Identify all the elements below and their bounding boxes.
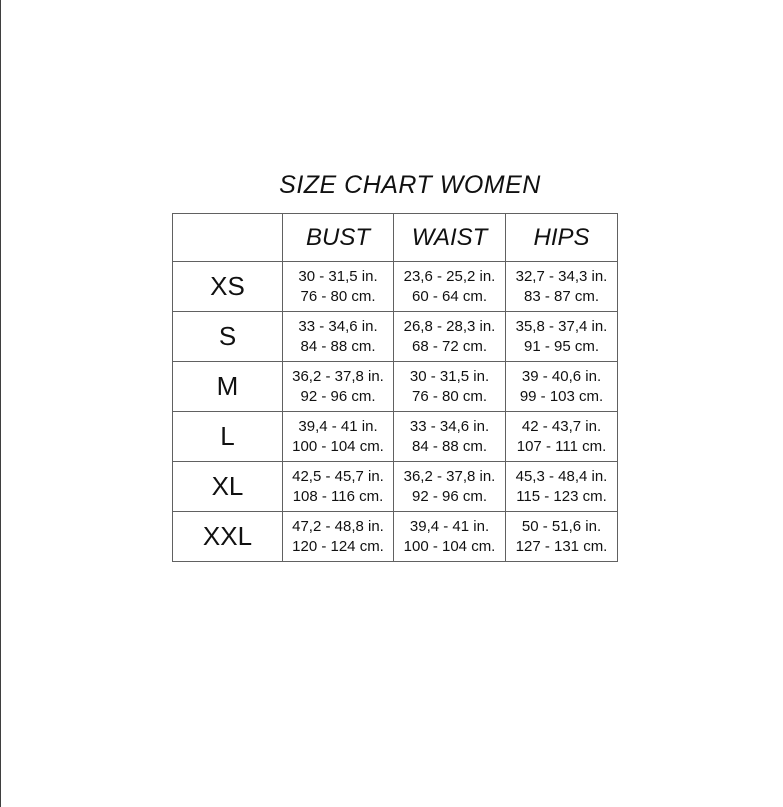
waist-range-cm: 76 - 80 cm. <box>411 387 488 405</box>
size-label: M <box>173 362 283 412</box>
bust-range-cm: 76 - 80 cm. <box>300 287 376 305</box>
waist-range-cell <box>394 512 506 562</box>
waist-range-cell <box>394 412 506 462</box>
table-row <box>173 462 618 512</box>
hips-range-inches: 39 - 40,6 in. <box>521 368 602 385</box>
hips-range-inches: 50 - 51,6 in. <box>521 518 602 535</box>
hips-range-inches: 42 - 43,7 in. <box>521 418 602 435</box>
waist-range-cell <box>394 462 506 512</box>
bust-range-cell <box>283 312 394 362</box>
table-row <box>173 262 618 312</box>
screenshot-left-edge-line <box>0 0 1 807</box>
hips-range-cm: 115 - 123 cm. <box>516 487 607 505</box>
waist-range-cell <box>394 362 506 412</box>
hips-range-cell <box>506 462 618 512</box>
size-label: XL <box>173 462 283 512</box>
bust-range-inches: 36,2 - 37,8 in. <box>292 368 384 385</box>
hips-range-cm: 107 - 111 cm. <box>516 437 607 455</box>
hips-range-cm: 91 - 95 cm. <box>523 337 600 355</box>
hips-range-cell <box>506 412 618 462</box>
waist-range-cm: 84 - 88 cm. <box>411 437 488 455</box>
waist-range-inches: 33 - 34,6 in. <box>409 418 490 435</box>
table-row <box>173 362 618 412</box>
waist-range-inches: 36,2 - 37,8 in. <box>403 468 496 485</box>
hips-range-inches: 32,7 - 34,3 in. <box>515 268 608 285</box>
size-label: XXL <box>173 512 283 562</box>
waist-range-cm: 92 - 96 cm. <box>411 487 488 505</box>
waist-range-inches: 23,6 - 25,2 in. <box>403 268 496 285</box>
column-header-bust: BUST <box>283 214 394 262</box>
waist-range-inches: 26,8 - 28,3 in. <box>403 318 496 335</box>
page-title: SIZE CHART WOMEN <box>279 171 541 199</box>
waist-range-cm: 60 - 64 cm. <box>411 287 488 305</box>
bust-range-cm: 100 - 104 cm. <box>292 437 384 455</box>
bust-range-cm: 92 - 96 cm. <box>300 387 376 405</box>
waist-range-cm: 100 - 104 cm. <box>403 537 496 555</box>
waist-range-cell <box>394 312 506 362</box>
hips-range-cm: 83 - 87 cm. <box>523 287 600 305</box>
waist-range-inches: 39,4 - 41 in. <box>409 518 490 535</box>
column-header-hips: HIPS <box>506 214 618 262</box>
table-row <box>173 512 618 562</box>
bust-range-inches: 30 - 31,5 in. <box>298 268 378 285</box>
size-label: L <box>173 412 283 462</box>
table-row <box>173 312 618 362</box>
bust-range-cm: 84 - 88 cm. <box>300 337 376 355</box>
bust-range-cell <box>283 462 394 512</box>
hips-range-cell <box>506 362 618 412</box>
hips-range-inches: 45,3 - 48,4 in. <box>515 468 608 485</box>
bust-range-cell <box>283 512 394 562</box>
waist-range-inches: 30 - 31,5 in. <box>409 368 490 385</box>
bust-range-cm: 120 - 124 cm. <box>292 537 384 555</box>
hips-range-cell <box>506 512 618 562</box>
waist-range-cm: 68 - 72 cm. <box>411 337 488 355</box>
table-row <box>173 412 618 462</box>
size-label: S <box>173 312 283 362</box>
hips-range-cell <box>506 312 618 362</box>
waist-range-cell <box>394 262 506 312</box>
bust-range-inches: 42,5 - 45,7 in. <box>292 468 384 485</box>
bust-range-inches: 33 - 34,6 in. <box>298 318 378 335</box>
bust-range-inches: 39,4 - 41 in. <box>298 418 378 435</box>
hips-range-inches: 35,8 - 37,4 in. <box>515 318 608 335</box>
bust-range-cell <box>283 262 394 312</box>
table-header-row <box>173 214 618 262</box>
hips-range-cm: 127 - 131 cm. <box>515 537 608 555</box>
bust-range-cell <box>283 412 394 462</box>
size-chart-table <box>172 213 618 562</box>
corner-header-cell <box>173 214 283 262</box>
column-header-waist: WAIST <box>394 214 506 262</box>
hips-range-cm: 99 - 103 cm. <box>519 387 604 405</box>
hips-range-cell <box>506 262 618 312</box>
bust-range-cm: 108 - 116 cm. <box>292 487 384 505</box>
size-label: XS <box>173 262 283 312</box>
size-table-body <box>173 262 618 562</box>
bust-range-inches: 47,2 - 48,8 in. <box>292 518 384 535</box>
bust-range-cell <box>283 362 394 412</box>
